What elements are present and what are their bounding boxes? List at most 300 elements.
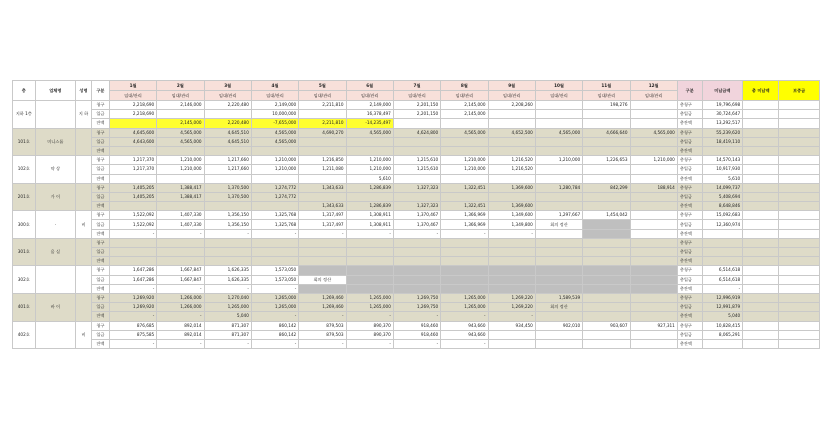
amount-cell[interactable]	[346, 275, 393, 284]
amount-cell[interactable]	[630, 339, 677, 348]
deposit-cell[interactable]	[779, 275, 820, 284]
amount-cell[interactable]	[583, 303, 630, 312]
amount-cell[interactable]: 1,265,000	[251, 293, 298, 302]
amount-cell[interactable]	[204, 202, 251, 211]
deposit-cell[interactable]	[779, 165, 820, 174]
amount-cell[interactable]: 1,216,850	[299, 156, 346, 165]
unpaid-amount-cell[interactable]: 5,610	[702, 174, 743, 183]
amount-cell[interactable]: 2,211,810	[299, 119, 346, 128]
amount-cell[interactable]	[109, 174, 156, 183]
amount-cell[interactable]	[299, 137, 346, 146]
amount-cell[interactable]	[630, 146, 677, 155]
amount-cell[interactable]: 890,370	[346, 330, 393, 339]
amount-cell[interactable]	[204, 238, 251, 247]
unit-cell[interactable]: 300호	[13, 211, 36, 239]
deposit-cell[interactable]	[779, 119, 820, 128]
amount-cell[interactable]: 860,142	[251, 321, 298, 330]
amount-cell[interactable]: 1,210,000	[251, 165, 298, 174]
company-cell[interactable]: ·	[35, 211, 76, 239]
total-unpaid-cell[interactable]	[743, 293, 779, 302]
amount-cell[interactable]: 1,343,633	[299, 183, 346, 192]
total-unpaid-cell[interactable]	[743, 220, 779, 229]
total-unpaid-cell[interactable]	[743, 321, 779, 330]
amount-cell[interactable]	[488, 238, 535, 247]
amount-cell[interactable]	[583, 248, 630, 257]
amount-cell[interactable]: 1,308,911	[346, 211, 393, 220]
amount-cell[interactable]: 1,217,370	[109, 156, 156, 165]
amount-cell[interactable]	[488, 266, 535, 275]
amount-cell[interactable]: 1,407,330	[157, 211, 204, 220]
amount-cell[interactable]	[630, 119, 677, 128]
amount-cell[interactable]: 1,210,000	[157, 156, 204, 165]
amount-cell[interactable]: -	[488, 229, 535, 238]
amount-cell[interactable]	[299, 192, 346, 201]
amount-cell[interactable]: -	[157, 284, 204, 293]
amount-cell[interactable]: 1,647,286	[109, 275, 156, 284]
deposit-cell[interactable]	[779, 229, 820, 238]
deposit-cell[interactable]	[779, 321, 820, 330]
amount-cell[interactable]: 1,388,417	[157, 192, 204, 201]
total-unpaid-cell[interactable]	[743, 229, 779, 238]
amount-cell[interactable]: 1,266,000	[157, 303, 204, 312]
amount-cell[interactable]	[204, 110, 251, 119]
unpaid-amount-cell[interactable]: 5,040	[702, 312, 743, 321]
amount-cell[interactable]: 1,343,633	[299, 202, 346, 211]
total-unpaid-cell[interactable]	[743, 156, 779, 165]
unpaid-amount-cell[interactable]: 14,099,737	[702, 183, 743, 192]
amount-cell[interactable]: 902,010	[535, 321, 582, 330]
amount-cell[interactable]: 1,647,286	[109, 266, 156, 275]
amount-cell[interactable]: 892,014	[157, 330, 204, 339]
amount-cell[interactable]	[630, 275, 677, 284]
amount-cell[interactable]	[535, 192, 582, 201]
amount-cell[interactable]	[109, 119, 156, 128]
amount-cell[interactable]: 2,218,690	[109, 110, 156, 119]
unpaid-amount-cell[interactable]: 19,796,698	[702, 101, 743, 110]
unpaid-amount-cell[interactable]	[702, 238, 743, 247]
amount-cell[interactable]	[583, 330, 630, 339]
amount-cell[interactable]: 1,265,000	[441, 293, 488, 302]
amount-cell[interactable]: 860,142	[251, 330, 298, 339]
amount-cell[interactable]	[251, 174, 298, 183]
amount-cell[interactable]	[535, 266, 582, 275]
deposit-cell[interactable]	[779, 330, 820, 339]
amount-cell[interactable]: 1,388,417	[157, 183, 204, 192]
deposit-cell[interactable]	[779, 110, 820, 119]
amount-cell[interactable]	[488, 137, 535, 146]
amount-cell[interactable]: 4,643,600	[109, 137, 156, 146]
deposit-cell[interactable]	[779, 257, 820, 266]
total-unpaid-cell[interactable]	[743, 257, 779, 266]
amount-cell[interactable]: 918,460	[393, 330, 440, 339]
amount-cell[interactable]	[488, 110, 535, 119]
amount-cell[interactable]: 1,269,460	[299, 303, 346, 312]
deposit-cell[interactable]	[779, 101, 820, 110]
amount-cell[interactable]: 1,266,000	[157, 293, 204, 302]
amount-cell[interactable]: 875,585	[109, 330, 156, 339]
tenant-name-cell[interactable]: 지 하	[76, 101, 92, 129]
unit-cell[interactable]: 401호	[13, 293, 36, 321]
deposit-cell[interactable]	[779, 137, 820, 146]
amount-cell[interactable]	[583, 174, 630, 183]
unpaid-amount-cell[interactable]: 8,648,846	[702, 202, 743, 211]
amount-cell[interactable]: 1,270,040	[204, 293, 251, 302]
amount-cell[interactable]: -	[109, 229, 156, 238]
amount-cell[interactable]: 1,522,092	[109, 211, 156, 220]
amount-cell[interactable]	[630, 257, 677, 266]
amount-cell[interactable]: -	[346, 339, 393, 348]
amount-cell[interactable]: 198,276	[583, 101, 630, 110]
unpaid-amount-cell[interactable]: 10,828,415	[702, 321, 743, 330]
amount-cell[interactable]: -	[441, 229, 488, 238]
amount-cell[interactable]: -14,235,497	[346, 119, 393, 128]
amount-cell[interactable]	[393, 174, 440, 183]
tenant-name-cell[interactable]: 비	[76, 211, 92, 239]
amount-cell[interactable]: -	[393, 312, 440, 321]
amount-cell[interactable]	[393, 238, 440, 247]
deposit-cell[interactable]	[779, 220, 820, 229]
tenant-name-cell[interactable]	[76, 266, 92, 294]
unit-cell[interactable]: 101호	[13, 128, 36, 156]
amount-cell[interactable]: 2,220,480	[204, 101, 251, 110]
amount-cell[interactable]: 927,311	[630, 321, 677, 330]
amount-cell[interactable]: 892,014	[157, 321, 204, 330]
total-unpaid-cell[interactable]	[743, 248, 779, 257]
amount-cell[interactable]: -	[251, 284, 298, 293]
amount-cell[interactable]: 1,667,847	[157, 275, 204, 284]
amount-cell[interactable]: 1,210,000	[346, 156, 393, 165]
amount-cell[interactable]	[535, 257, 582, 266]
amount-cell[interactable]: 4,565,000	[157, 128, 204, 137]
amount-cell[interactable]	[583, 257, 630, 266]
amount-cell[interactable]	[630, 101, 677, 110]
amount-cell[interactable]: -	[346, 229, 393, 238]
amount-cell[interactable]	[157, 146, 204, 155]
amount-cell[interactable]	[535, 312, 582, 321]
unit-cell[interactable]: 지하 1층	[13, 101, 36, 129]
amount-cell[interactable]: 1,356,150	[204, 211, 251, 220]
amount-cell[interactable]	[393, 146, 440, 155]
unit-cell[interactable]: 302호	[13, 266, 36, 294]
deposit-cell[interactable]	[779, 248, 820, 257]
amount-cell[interactable]	[583, 119, 630, 128]
amount-cell[interactable]	[346, 146, 393, 155]
amount-cell[interactable]: 918,460	[393, 321, 440, 330]
tenant-name-cell[interactable]	[76, 156, 92, 184]
amount-cell[interactable]: 1,265,000	[346, 303, 393, 312]
amount-cell[interactable]: 903,607	[583, 321, 630, 330]
amount-cell[interactable]	[488, 275, 535, 284]
amount-cell[interactable]: 4,645,510	[204, 128, 251, 137]
amount-cell[interactable]: 1,265,000	[251, 303, 298, 312]
amount-cell[interactable]: -	[157, 229, 204, 238]
total-unpaid-cell[interactable]	[743, 266, 779, 275]
amount-cell[interactable]: -	[299, 229, 346, 238]
amount-cell[interactable]: 1,573,050	[251, 266, 298, 275]
amount-cell[interactable]: 2,145,000	[157, 119, 204, 128]
amount-cell[interactable]: 1,265,000	[346, 293, 393, 302]
amount-cell[interactable]: -7,655,000	[251, 119, 298, 128]
total-unpaid-cell[interactable]	[743, 101, 779, 110]
amount-cell[interactable]: 1,217,370	[109, 165, 156, 174]
amount-cell[interactable]	[630, 192, 677, 201]
amount-cell[interactable]	[393, 266, 440, 275]
amount-cell[interactable]	[109, 248, 156, 257]
amount-cell[interactable]	[535, 137, 582, 146]
amount-cell[interactable]: 2,146,000	[157, 101, 204, 110]
amount-cell[interactable]	[535, 330, 582, 339]
amount-cell[interactable]	[393, 192, 440, 201]
unpaid-amount-cell[interactable]: -	[702, 284, 743, 293]
unpaid-amount-cell[interactable]: 5,408,694	[702, 192, 743, 201]
amount-cell[interactable]	[393, 119, 440, 128]
amount-cell[interactable]: 1,522,092	[109, 220, 156, 229]
total-unpaid-cell[interactable]	[743, 128, 779, 137]
total-unpaid-cell[interactable]	[743, 192, 779, 201]
amount-cell[interactable]: 1,667,847	[157, 266, 204, 275]
amount-cell[interactable]	[441, 192, 488, 201]
amount-cell[interactable]: 5,610	[346, 174, 393, 183]
amount-cell[interactable]	[630, 165, 677, 174]
unpaid-amount-cell[interactable]: 18,419,110	[702, 137, 743, 146]
amount-cell[interactable]: 1,327,323	[393, 183, 440, 192]
amount-cell[interactable]: 16,378,497	[346, 110, 393, 119]
amount-cell[interactable]: -	[251, 229, 298, 238]
amount-cell[interactable]: -	[441, 312, 488, 321]
amount-cell[interactable]: 1,327,323	[393, 202, 440, 211]
amount-cell[interactable]: 2,201,150	[393, 110, 440, 119]
amount-cell[interactable]	[157, 257, 204, 266]
amount-cell[interactable]: 1,325,768	[251, 220, 298, 229]
amount-cell[interactable]: 1,274,772	[251, 192, 298, 201]
amount-cell[interactable]	[535, 119, 582, 128]
amount-cell[interactable]	[583, 192, 630, 201]
unpaid-amount-cell[interactable]	[702, 339, 743, 348]
amount-cell[interactable]: 1,210,000	[441, 165, 488, 174]
amount-cell[interactable]: 4,565,000	[251, 137, 298, 146]
amount-cell[interactable]: 4,565,000	[630, 128, 677, 137]
unpaid-amount-cell[interactable]: 55,239,620	[702, 128, 743, 137]
amount-cell[interactable]: 1,210,000	[251, 156, 298, 165]
amount-cell[interactable]	[488, 248, 535, 257]
amount-cell[interactable]: 1,366,969	[441, 211, 488, 220]
amount-cell[interactable]	[251, 202, 298, 211]
deposit-cell[interactable]	[779, 211, 820, 220]
amount-cell[interactable]	[488, 174, 535, 183]
unit-cell[interactable]: 102호	[13, 156, 36, 184]
deposit-cell[interactable]	[779, 293, 820, 302]
amount-cell[interactable]: 1,573,050	[251, 275, 298, 284]
amount-cell[interactable]: -	[157, 312, 204, 321]
deposit-cell[interactable]	[779, 128, 820, 137]
tenant-name-cell[interactable]	[76, 293, 92, 321]
amount-cell[interactable]: 1,210,000	[346, 165, 393, 174]
amount-cell[interactable]: 1,589,539	[535, 293, 582, 302]
amount-cell[interactable]: 1,210,000	[630, 156, 677, 165]
amount-cell[interactable]: 1,349,800	[488, 220, 535, 229]
deposit-cell[interactable]	[779, 146, 820, 155]
amount-cell[interactable]: 1,269,920	[109, 303, 156, 312]
total-unpaid-cell[interactable]	[743, 275, 779, 284]
amount-cell[interactable]	[535, 238, 582, 247]
amount-cell[interactable]	[441, 248, 488, 257]
amount-cell[interactable]	[535, 284, 582, 293]
amount-cell[interactable]	[346, 257, 393, 266]
amount-cell[interactable]	[583, 165, 630, 174]
amount-cell[interactable]: 1,215,610	[393, 156, 440, 165]
amount-cell[interactable]	[299, 110, 346, 119]
amount-cell[interactable]	[109, 146, 156, 155]
amount-cell[interactable]	[488, 257, 535, 266]
total-unpaid-cell[interactable]	[743, 211, 779, 220]
amount-cell[interactable]: 1,405,205	[109, 183, 156, 192]
amount-cell[interactable]	[299, 266, 346, 275]
unpaid-amount-cell[interactable]: 12,360,974	[702, 220, 743, 229]
amount-cell[interactable]: 1,210,000	[535, 156, 582, 165]
amount-cell[interactable]	[441, 119, 488, 128]
amount-cell[interactable]	[630, 312, 677, 321]
amount-cell[interactable]: 4,652,500	[488, 128, 535, 137]
amount-cell[interactable]: 1,325,768	[251, 211, 298, 220]
amount-cell[interactable]	[393, 248, 440, 257]
total-unpaid-cell[interactable]	[743, 146, 779, 155]
amount-cell[interactable]: 1,349,600	[488, 211, 535, 220]
amount-cell[interactable]: 4,690,270	[299, 128, 346, 137]
unpaid-amount-cell[interactable]	[702, 229, 743, 238]
amount-cell[interactable]	[583, 339, 630, 348]
deposit-cell[interactable]	[779, 312, 820, 321]
amount-cell[interactable]: 4,565,000	[441, 128, 488, 137]
amount-cell[interactable]	[583, 110, 630, 119]
amount-cell[interactable]: -	[393, 229, 440, 238]
amount-cell[interactable]	[630, 266, 677, 275]
amount-cell[interactable]	[251, 238, 298, 247]
amount-cell[interactable]	[488, 119, 535, 128]
unpaid-amount-cell[interactable]: 10,917,930	[702, 165, 743, 174]
amount-cell[interactable]: 1,356,150	[204, 220, 251, 229]
amount-cell[interactable]: 1,626,335	[204, 275, 251, 284]
amount-cell[interactable]	[157, 174, 204, 183]
amount-cell[interactable]: 1,269,920	[109, 293, 156, 302]
amount-cell[interactable]	[535, 165, 582, 174]
amount-cell[interactable]	[346, 266, 393, 275]
company-cell[interactable]	[35, 321, 76, 349]
unpaid-amount-cell[interactable]: 6,514,618	[702, 266, 743, 275]
amount-cell[interactable]	[204, 257, 251, 266]
amount-cell[interactable]	[299, 174, 346, 183]
amount-cell[interactable]: 4,666,640	[583, 128, 630, 137]
unpaid-amount-cell[interactable]: 8,065,291	[702, 330, 743, 339]
amount-cell[interactable]: 1,269,750	[393, 303, 440, 312]
amount-cell[interactable]: 842,299	[583, 183, 630, 192]
amount-cell[interactable]: 1,370,500	[204, 183, 251, 192]
amount-cell[interactable]	[535, 174, 582, 183]
amount-cell[interactable]: 4,645,600	[109, 128, 156, 137]
amount-cell[interactable]	[157, 248, 204, 257]
amount-cell[interactable]: 943,660	[441, 321, 488, 330]
amount-cell[interactable]	[583, 293, 630, 302]
amount-cell[interactable]: 2,145,000	[441, 110, 488, 119]
amount-cell[interactable]: 2,149,000	[346, 101, 393, 110]
amount-cell[interactable]: 871,307	[204, 330, 251, 339]
unit-cell[interactable]: 201호	[13, 183, 36, 211]
amount-cell[interactable]	[251, 257, 298, 266]
amount-cell[interactable]	[488, 284, 535, 293]
settlement-note[interactable]: 회의 정산	[535, 303, 582, 312]
amount-cell[interactable]: 2,220,480	[204, 119, 251, 128]
amount-cell[interactable]	[630, 137, 677, 146]
amount-cell[interactable]	[630, 229, 677, 238]
amount-cell[interactable]: 1,210,000	[441, 156, 488, 165]
amount-cell[interactable]	[251, 146, 298, 155]
amount-cell[interactable]	[109, 257, 156, 266]
amount-cell[interactable]	[535, 339, 582, 348]
amount-cell[interactable]: 1,322,451	[441, 183, 488, 192]
total-unpaid-cell[interactable]	[743, 183, 779, 192]
total-unpaid-cell[interactable]	[743, 330, 779, 339]
amount-cell[interactable]	[583, 220, 630, 229]
amount-cell[interactable]: 1,366,969	[441, 220, 488, 229]
amount-cell[interactable]: -	[109, 284, 156, 293]
amount-cell[interactable]: 890,370	[346, 321, 393, 330]
amount-cell[interactable]: 2,211,810	[299, 101, 346, 110]
amount-cell[interactable]	[157, 202, 204, 211]
amount-cell[interactable]: -	[299, 339, 346, 348]
amount-cell[interactable]	[441, 257, 488, 266]
amount-cell[interactable]: -	[346, 312, 393, 321]
deposit-cell[interactable]	[779, 339, 820, 348]
unpaid-amount-cell[interactable]	[702, 146, 743, 155]
amount-cell[interactable]: 1,369,600	[488, 202, 535, 211]
amount-cell[interactable]	[630, 330, 677, 339]
amount-cell[interactable]	[441, 146, 488, 155]
company-cell[interactable]	[35, 101, 76, 129]
amount-cell[interactable]: 1,215,610	[393, 165, 440, 174]
amount-cell[interactable]: 1,454,042	[583, 211, 630, 220]
company-cell[interactable]: 약 상	[35, 156, 76, 184]
tenant-name-cell[interactable]: 비	[76, 321, 92, 349]
deposit-cell[interactable]	[779, 202, 820, 211]
amount-cell[interactable]	[441, 174, 488, 183]
amount-cell[interactable]: 1,265,000	[204, 303, 251, 312]
amount-cell[interactable]	[109, 202, 156, 211]
amount-cell[interactable]	[488, 330, 535, 339]
amount-cell[interactable]: 1,211,080	[299, 165, 346, 174]
amount-cell[interactable]: 1,269,460	[299, 293, 346, 302]
amount-cell[interactable]	[157, 110, 204, 119]
amount-cell[interactable]	[535, 110, 582, 119]
deposit-cell[interactable]	[779, 183, 820, 192]
amount-cell[interactable]	[630, 248, 677, 257]
company-cell[interactable]: 바 이	[35, 293, 76, 321]
amount-cell[interactable]	[204, 174, 251, 183]
amount-cell[interactable]	[393, 284, 440, 293]
amount-cell[interactable]: 4,565,000	[346, 128, 393, 137]
amount-cell[interactable]: 1,216,520	[488, 165, 535, 174]
amount-cell[interactable]	[488, 339, 535, 348]
amount-cell[interactable]: -	[393, 339, 440, 348]
unpaid-amount-cell[interactable]	[702, 257, 743, 266]
amount-cell[interactable]: 871,307	[204, 321, 251, 330]
amount-cell[interactable]	[393, 257, 440, 266]
amount-cell[interactable]	[583, 146, 630, 155]
amount-cell[interactable]: 1,308,911	[346, 220, 393, 229]
amount-cell[interactable]	[583, 238, 630, 247]
total-unpaid-cell[interactable]	[743, 339, 779, 348]
tenant-name-cell[interactable]	[76, 238, 92, 266]
deposit-cell[interactable]	[779, 266, 820, 275]
amount-cell[interactable]	[346, 137, 393, 146]
